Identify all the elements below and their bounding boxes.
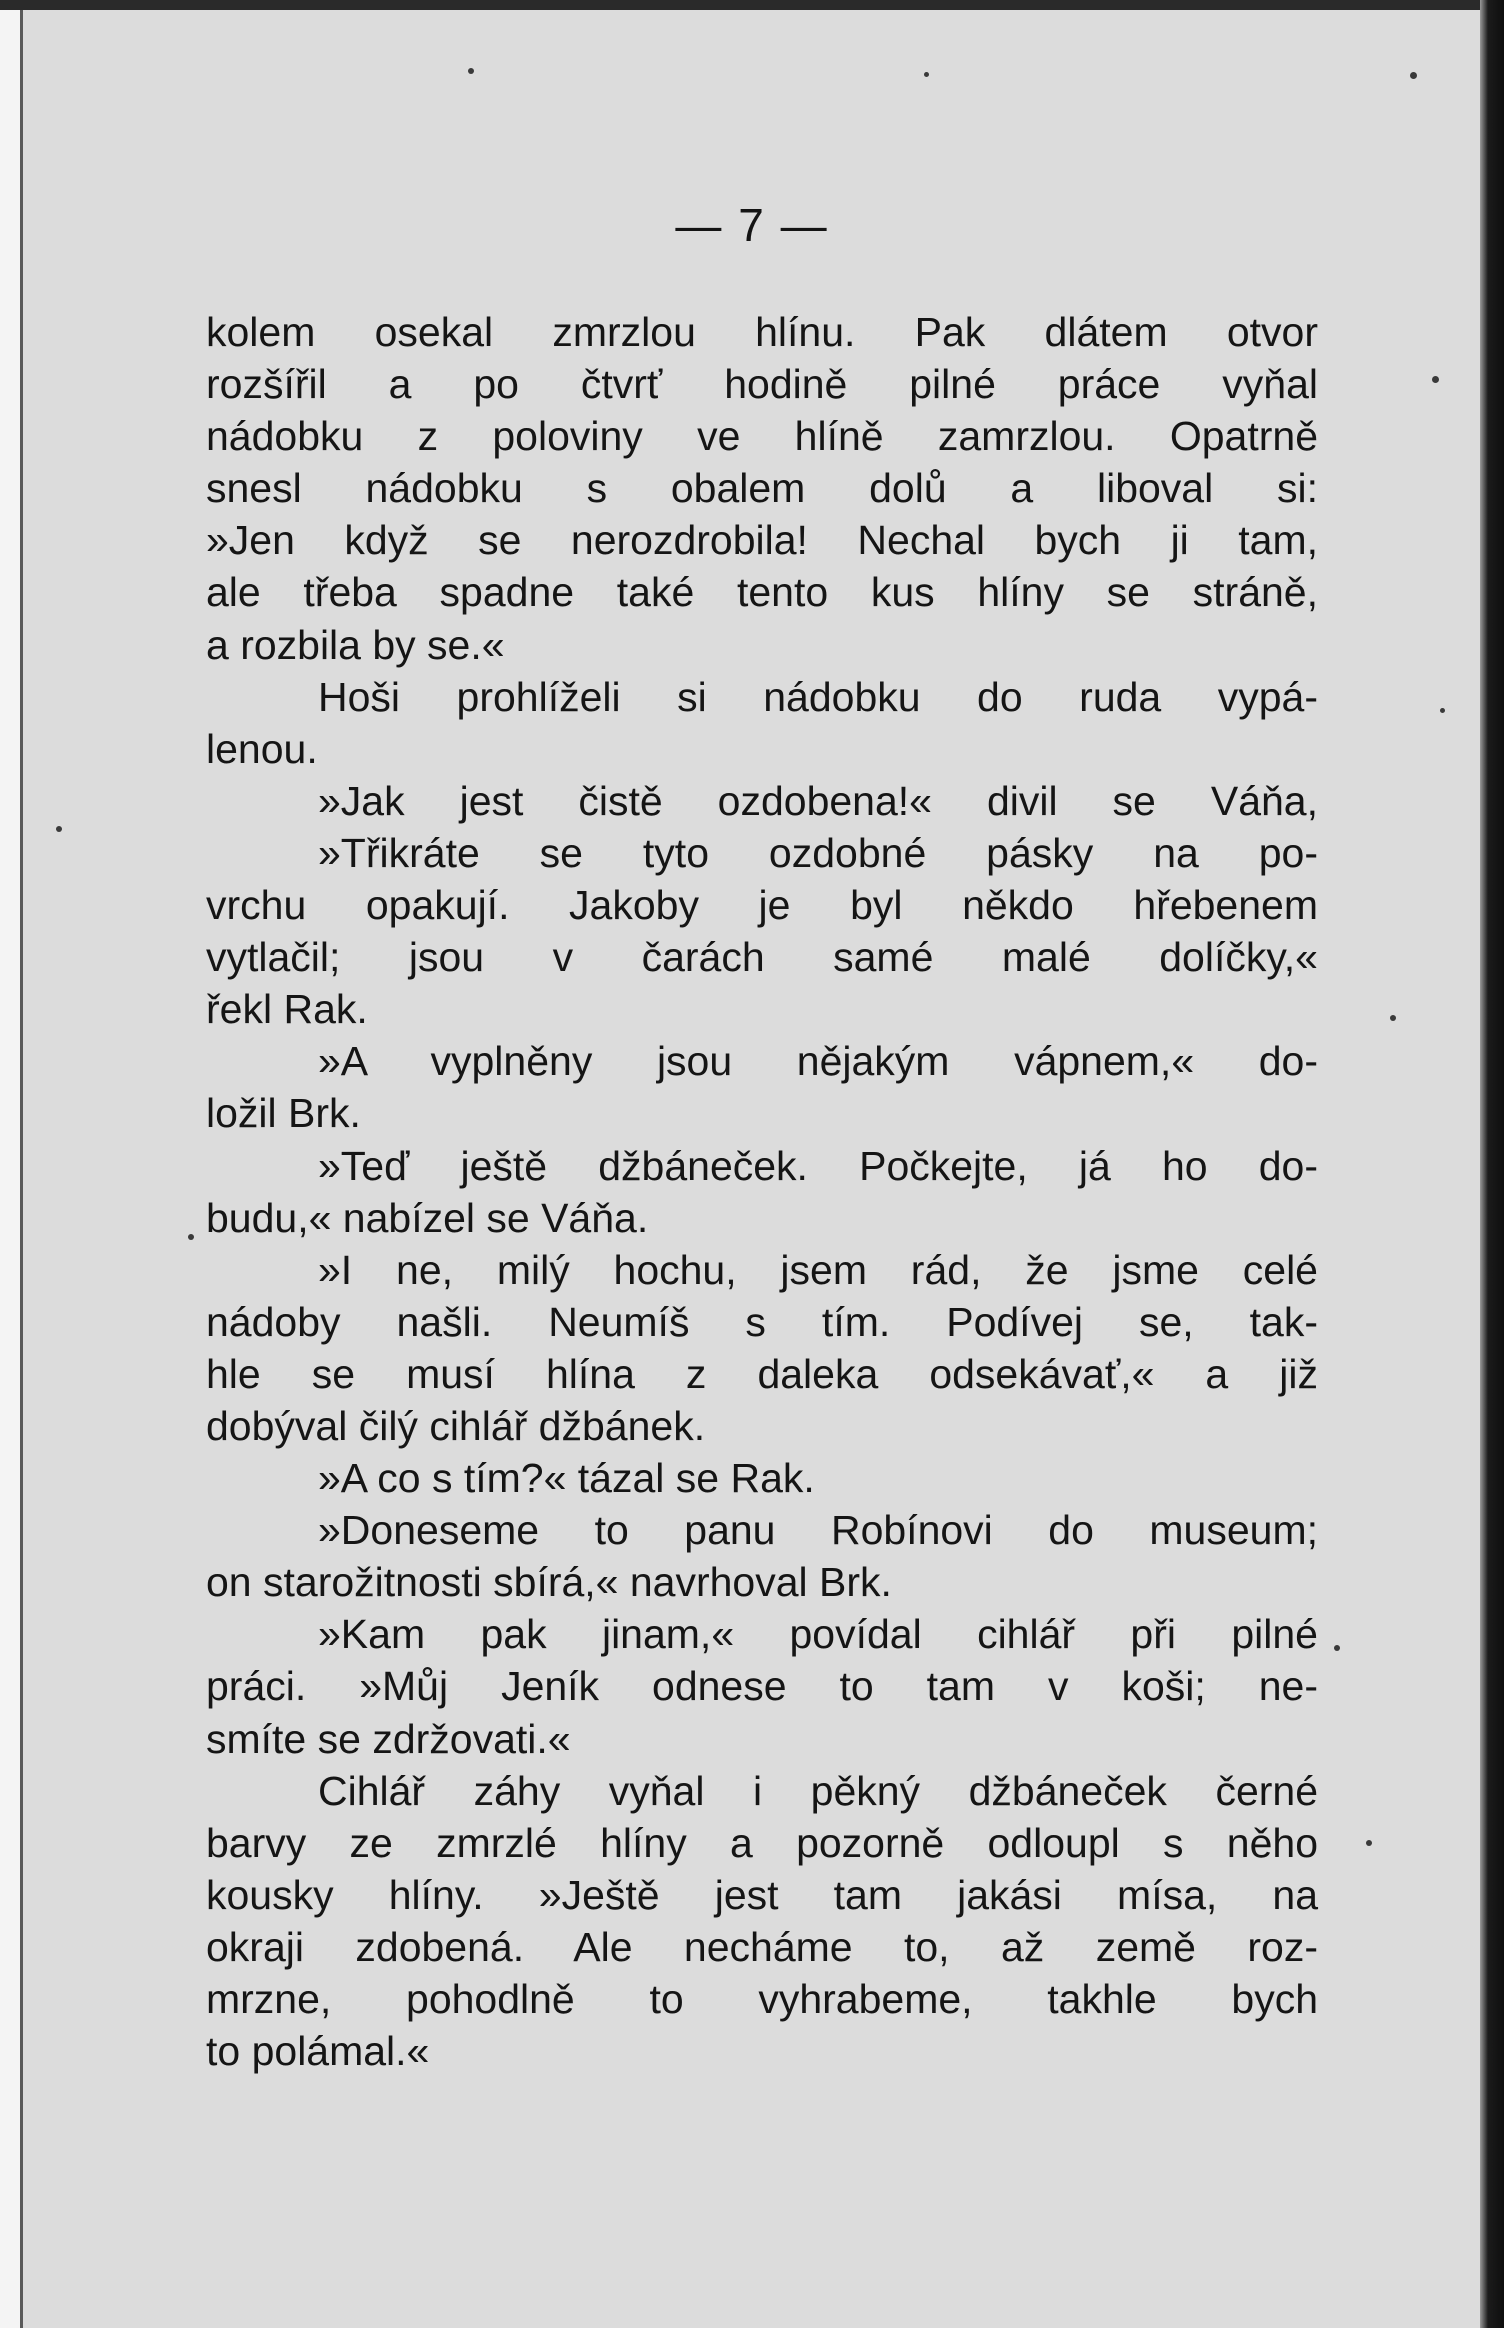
scan-speck — [1432, 376, 1439, 383]
text-line: »Třikráte se tyto ozdobné pásky na po- — [318, 829, 1318, 876]
text-line: řekl Rak. — [206, 986, 368, 1033]
text-line: vytlačil; jsou v čarách samé malé dolíčky,« — [206, 934, 1318, 981]
text-line: nádoby našli. Neumíš s tím. Podívej se, tak- — [206, 1298, 1318, 1345]
left-margin — [0, 0, 20, 2328]
text-line: Hoši prohlíželi si nádobku do ruda vypá- — [318, 673, 1318, 720]
text-line: dobýval čilý cihlář džbánek. — [206, 1402, 706, 1449]
text-line: rozšířil a po čtvrť hodině pilné práce vyňal — [206, 361, 1318, 408]
body-text — [206, 306, 1318, 2077]
scan-speck — [1334, 1645, 1340, 1651]
scan-speck — [1410, 72, 1417, 79]
text-line: kousky hlíny. »Ještě jest tam jakási mísa, na — [206, 1871, 1318, 1918]
scan-speck — [468, 68, 474, 74]
text-line: ložil Brk. — [206, 1090, 361, 1137]
text-line: »Kam pak jinam,« povídal cihlář při pilné — [318, 1611, 1318, 1658]
right-edge — [1480, 0, 1504, 2328]
scan-speck — [56, 826, 62, 832]
text-line: »Jen když se nerozdrobila! Nechal bych ji tam, — [206, 517, 1318, 564]
scan-speck — [1440, 708, 1445, 713]
text-line: snesl nádobku s obalem dolů a liboval si: — [206, 465, 1318, 512]
text-line: hle se musí hlína z daleka odsekávať,« a již — [206, 1350, 1318, 1397]
text-line: »A co s tím?« tázal se Rak. — [318, 1455, 815, 1502]
top-edge — [0, 0, 1504, 10]
text-line: mrzne, pohodlně to vyhrabeme, takhle bych — [206, 1976, 1318, 2022]
text-line: barvy ze zmrzlé hlíny a pozorně odloupl s něho — [206, 1819, 1318, 1866]
text-line: smíte se zdržovati.« — [206, 1715, 571, 1762]
text-line: budu,« nabízel se Váňa. — [206, 1194, 649, 1241]
text-line: »Jak jest čistě ozdobena!« divil se Váňa, — [318, 777, 1318, 824]
text-line: »Doneseme to panu Robínovi do museum; — [318, 1507, 1318, 1554]
text-line: vrchu opakují. Jakoby je byl někdo hřebenem — [206, 882, 1318, 929]
text-line: a rozbila by se.« — [206, 621, 505, 668]
text-line: »A vyplněny jsou nějakým vápnem,« do- — [318, 1038, 1318, 1085]
text-line: nádobku z poloviny ve hlíně zamrzlou. Opatrně — [206, 413, 1318, 460]
scan-speck — [1390, 1015, 1396, 1021]
text-line: kolem osekal zmrzlou hlínu. Pak dlátem otvor — [206, 309, 1318, 355]
left-edge-line — [20, 0, 23, 2328]
page-number: — 7 — — [675, 199, 829, 251]
text-line: ale třeba spadne také tento kus hlíny se stráně, — [206, 569, 1318, 616]
scan-speck — [924, 72, 929, 77]
text-line: lenou. — [206, 725, 318, 772]
text-line: Cihlář záhy vyňal i pěkný džbáneček černé — [318, 1767, 1318, 1814]
scan-speck — [1366, 1840, 1372, 1846]
text-line: práci. »Můj Jeník odnese to tam v koši; ne- — [206, 1663, 1318, 1710]
text-line: to polámal.« — [206, 2028, 430, 2075]
text-line: »Teď ještě džbáneček. Počkejte, já ho do- — [318, 1142, 1318, 1189]
text-line: okraji zdobená. Ale necháme to, až země roz- — [206, 1923, 1318, 1970]
text-line: »I ne, milý hochu, jsem rád, že jsme celé — [318, 1246, 1318, 1293]
scan-speck — [188, 1234, 194, 1240]
text-line: on starožitnosti sbírá,« navrhoval Brk. — [206, 1559, 892, 1606]
